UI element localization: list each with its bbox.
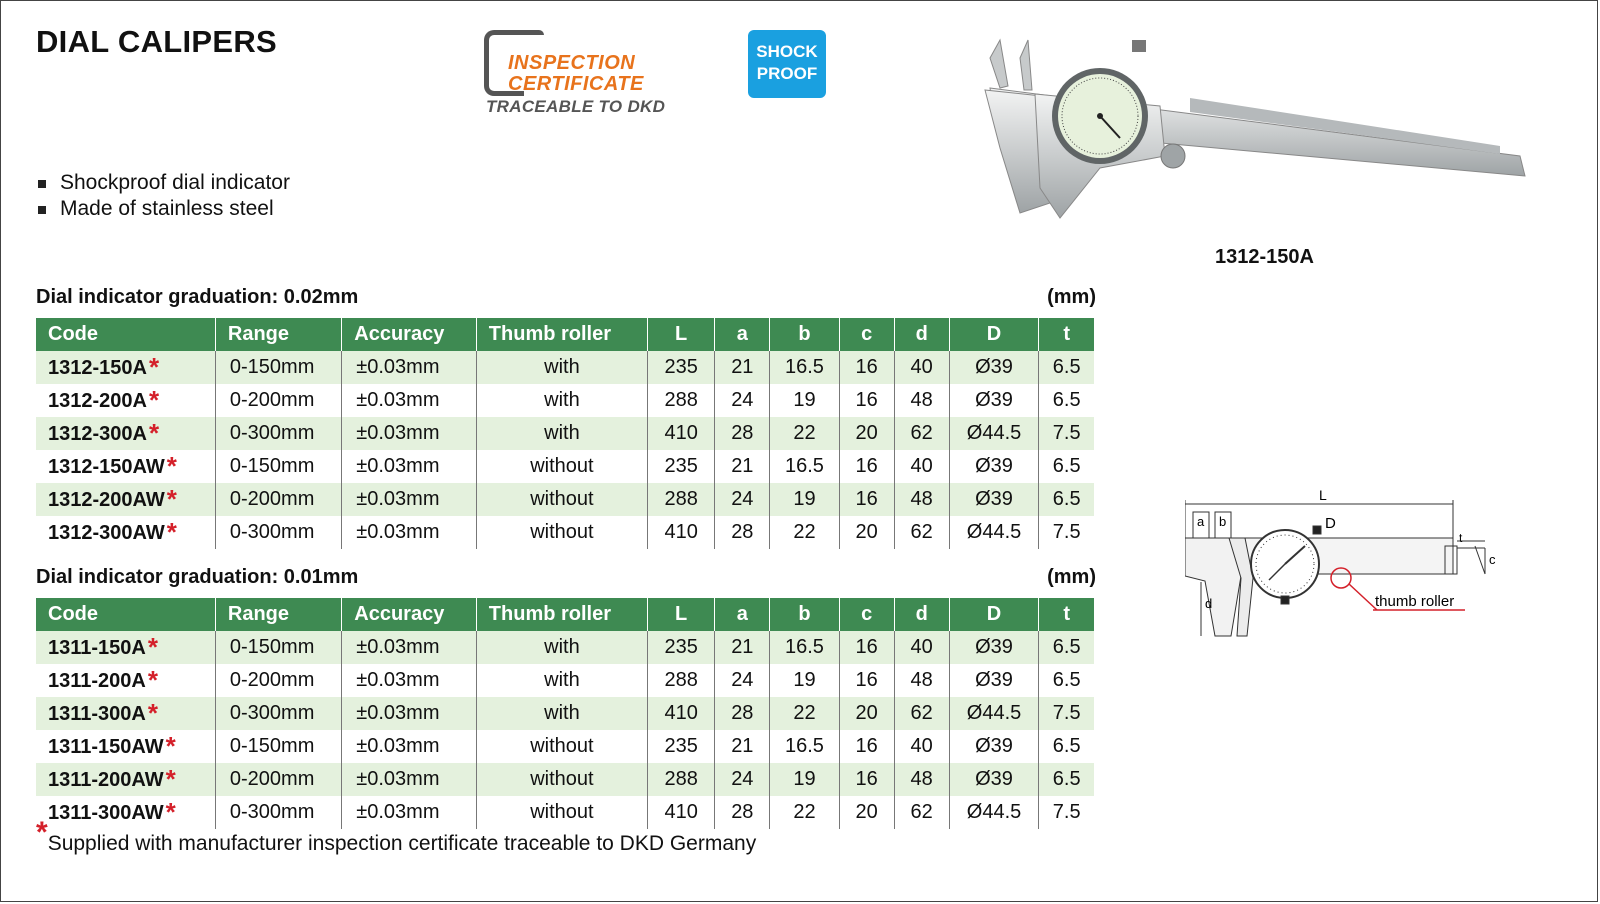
cell-code <box>36 631 215 664</box>
table-row <box>36 450 1094 483</box>
certificate-star-marker: * <box>148 352 160 382</box>
cell-range: 0-300mm <box>215 516 341 549</box>
cell-c: 20 <box>839 417 894 450</box>
cell-d: 62 <box>894 417 949 450</box>
cell-t: 6.5 <box>1039 664 1094 697</box>
cell-d: 62 <box>894 516 949 549</box>
table-row <box>36 730 1094 763</box>
shock-proof-badge <box>748 30 826 98</box>
cell-thumb: without <box>476 450 647 483</box>
caliper-photo <box>960 28 1560 238</box>
cell-accuracy: ±0.03mm <box>342 697 477 730</box>
cell-a: 24 <box>715 384 770 417</box>
cell-a: 24 <box>715 664 770 697</box>
cell-c: 16 <box>839 483 894 516</box>
cell-a: 21 <box>715 730 770 763</box>
cell-thumb: with <box>476 384 647 417</box>
cell-range: 0-300mm <box>215 417 341 450</box>
cell-code <box>36 763 215 796</box>
feature-item: Shockproof dial indicator <box>38 170 290 196</box>
table-row <box>36 763 1094 796</box>
cell-thumb: with <box>476 697 647 730</box>
cell-d-dia: Ø39 <box>949 631 1039 664</box>
cell-accuracy: ±0.03mm <box>342 664 477 697</box>
cell-code <box>36 483 215 516</box>
diagram-label-D: D <box>1325 515 1336 532</box>
cell-accuracy: ±0.03mm <box>342 351 477 384</box>
diagram-label-thumb-roller: thumb roller <box>1375 593 1455 610</box>
photo-caption: 1312-150A <box>1215 246 1314 268</box>
cell-code <box>36 450 215 483</box>
cell-l: 235 <box>648 351 715 384</box>
shock-badge-line-2: PROOF <box>756 64 818 83</box>
cell-a: 24 <box>715 483 770 516</box>
cell-thumb: with <box>476 664 647 697</box>
cell-d: 40 <box>894 351 949 384</box>
cell-thumb: with <box>476 417 647 450</box>
cell-b: 16.5 <box>770 730 839 763</box>
cell-accuracy: ±0.03mm <box>342 631 477 664</box>
cell-d-dia: Ø39 <box>949 483 1039 516</box>
table-row <box>36 483 1094 516</box>
table-row <box>36 664 1094 697</box>
col-header-b: b <box>770 318 839 351</box>
product-code: 1312-200A <box>48 390 147 412</box>
col-header-c: c <box>839 598 894 631</box>
cell-code <box>36 516 215 549</box>
certificate-star-marker: * <box>165 731 176 761</box>
certificate-star-marker: * <box>147 698 158 728</box>
cell-l: 410 <box>648 697 715 730</box>
cell-a: 28 <box>715 417 770 450</box>
cell-code <box>36 384 215 417</box>
col-header-range: Range <box>215 598 341 631</box>
certificate-star-marker: * <box>148 418 160 448</box>
cell-l: 288 <box>648 763 715 796</box>
col-header-d: d <box>894 598 949 631</box>
certificate-line-3: TRACEABLE TO DKD <box>486 97 666 116</box>
cell-range: 0-150mm <box>215 631 341 664</box>
cell-t: 7.5 <box>1039 796 1094 829</box>
feature-item: Made of stainless steel <box>38 196 290 222</box>
table-row <box>36 417 1094 450</box>
certificate-line-2: CERTIFICATE <box>508 73 644 95</box>
cell-code <box>36 697 215 730</box>
cell-b: 22 <box>770 516 839 549</box>
cell-d-dia: Ø44.5 <box>949 697 1039 730</box>
cell-thumb: without <box>476 516 647 549</box>
table-row <box>36 697 1094 730</box>
diagram-label-L: L <box>1319 487 1327 503</box>
cell-thumb: without <box>476 763 647 796</box>
cell-a: 28 <box>715 796 770 829</box>
cell-range: 0-200mm <box>215 664 341 697</box>
cell-b: 16.5 <box>770 631 839 664</box>
cell-range: 0-300mm <box>215 697 341 730</box>
cell-c: 20 <box>839 697 894 730</box>
table-row <box>36 351 1094 384</box>
col-header-accuracy: Accuracy <box>342 318 477 351</box>
cell-l: 235 <box>648 730 715 763</box>
certificate-star-marker: * <box>147 632 158 662</box>
cell-l: 288 <box>648 384 715 417</box>
col-header-D: D <box>949 318 1039 351</box>
cell-d: 62 <box>894 796 949 829</box>
cell-accuracy: ±0.03mm <box>342 730 477 763</box>
cell-d: 40 <box>894 450 949 483</box>
feature-list <box>38 170 290 222</box>
table-row <box>36 516 1094 549</box>
cell-accuracy: ±0.03mm <box>342 796 477 829</box>
unit-label: (mm) <box>1047 286 1096 308</box>
col-header-b: b <box>770 598 839 631</box>
cell-l: 288 <box>648 664 715 697</box>
col-header-code: Code <box>36 598 215 631</box>
col-header-accuracy: Accuracy <box>342 598 477 631</box>
cell-d: 48 <box>894 384 949 417</box>
cell-c: 16 <box>839 384 894 417</box>
cell-d-dia: Ø39 <box>949 384 1039 417</box>
product-code: 1312-150A <box>48 357 147 379</box>
cell-thumb: without <box>476 483 647 516</box>
cell-t: 6.5 <box>1039 450 1094 483</box>
certificate-star-marker: * <box>147 665 158 695</box>
cell-d-dia: Ø44.5 <box>949 796 1039 829</box>
cell-range: 0-300mm <box>215 796 341 829</box>
cell-a: 21 <box>715 351 770 384</box>
cell-b: 19 <box>770 483 839 516</box>
cell-l: 288 <box>648 483 715 516</box>
cell-b: 22 <box>770 796 839 829</box>
cell-code <box>36 664 215 697</box>
shock-badge-line-1: SHOCK <box>756 42 818 61</box>
footnote-text: Supplied with manufacturer inspection certificate traceable to DKD Germany <box>47 832 757 855</box>
product-code: 1312-300A <box>48 423 147 445</box>
certificate-star-marker: * <box>148 385 160 415</box>
unit-label: (mm) <box>1047 566 1096 588</box>
cell-b: 22 <box>770 417 839 450</box>
cell-range: 0-150mm <box>215 730 341 763</box>
certificate-star-marker: * <box>165 764 176 794</box>
table-header-row <box>36 318 1094 351</box>
product-code: 1312-200AW <box>48 489 165 511</box>
col-header-L: L <box>648 598 715 631</box>
spec-table-002 <box>36 318 1094 549</box>
caliper-dimension-diagram <box>1185 486 1525 656</box>
cell-t: 7.5 <box>1039 697 1094 730</box>
certificate-star-marker: * <box>166 517 177 547</box>
certificate-star-marker: * <box>165 797 176 827</box>
cell-d-dia: Ø39 <box>949 351 1039 384</box>
cell-c: 16 <box>839 631 894 664</box>
cell-d: 48 <box>894 664 949 697</box>
cell-c: 20 <box>839 516 894 549</box>
cell-t: 6.5 <box>1039 763 1094 796</box>
cell-thumb: without <box>476 796 647 829</box>
cell-range: 0-200mm <box>215 483 341 516</box>
cell-b: 19 <box>770 763 839 796</box>
col-header-c: c <box>839 318 894 351</box>
product-code: 1311-300A <box>48 703 146 725</box>
cell-l: 235 <box>648 450 715 483</box>
cell-l: 410 <box>648 516 715 549</box>
certificate-star-marker: * <box>166 451 177 481</box>
cell-t: 6.5 <box>1039 483 1094 516</box>
footnote-marker: * <box>36 816 48 849</box>
section-title: Dial indicator graduation: 0.02mm <box>36 286 359 308</box>
cell-a: 24 <box>715 763 770 796</box>
cell-d-dia: Ø39 <box>949 450 1039 483</box>
cell-accuracy: ±0.03mm <box>342 516 477 549</box>
cell-t: 6.5 <box>1039 631 1094 664</box>
inspection-certificate-logo <box>484 30 694 120</box>
cell-b: 22 <box>770 697 839 730</box>
certificate-star-marker: * <box>166 484 177 514</box>
certificate-line-1: INSPECTION <box>508 52 636 74</box>
cell-d: 40 <box>894 631 949 664</box>
col-header-thumb-roller: Thumb roller <box>476 598 647 631</box>
section-heading-001 <box>36 566 1096 589</box>
col-header-a: a <box>715 318 770 351</box>
table-row <box>36 384 1094 417</box>
col-header-L: L <box>648 318 715 351</box>
cell-l: 410 <box>648 417 715 450</box>
cell-range: 0-150mm <box>215 450 341 483</box>
cell-t: 6.5 <box>1039 730 1094 763</box>
cell-a: 28 <box>715 516 770 549</box>
cell-accuracy: ±0.03mm <box>342 417 477 450</box>
cell-t: 6.5 <box>1039 351 1094 384</box>
cell-b: 16.5 <box>770 450 839 483</box>
col-header-t: t <box>1039 598 1094 631</box>
page-title: DIAL CALIPERS <box>36 24 278 59</box>
cell-thumb: with <box>476 351 647 384</box>
cell-accuracy: ±0.03mm <box>342 384 477 417</box>
product-code: 1311-200A <box>48 670 146 692</box>
diagram-label-c: c <box>1489 552 1496 567</box>
certificate-logo-bracket-top <box>504 30 544 35</box>
cell-t: 7.5 <box>1039 417 1094 450</box>
cell-c: 16 <box>839 351 894 384</box>
spec-table-001 <box>36 598 1094 829</box>
cell-d: 40 <box>894 730 949 763</box>
footnote <box>36 816 757 858</box>
cell-d: 62 <box>894 697 949 730</box>
cell-c: 16 <box>839 763 894 796</box>
cell-thumb: without <box>476 730 647 763</box>
table-row <box>36 631 1094 664</box>
cell-b: 19 <box>770 664 839 697</box>
cell-t: 7.5 <box>1039 516 1094 549</box>
cell-d-dia: Ø44.5 <box>949 516 1039 549</box>
cell-range: 0-200mm <box>215 763 341 796</box>
cell-code <box>36 730 215 763</box>
cell-c: 16 <box>839 664 894 697</box>
diagram-label-b: b <box>1219 514 1227 529</box>
product-code: 1311-150AW <box>48 736 164 758</box>
cell-d: 48 <box>894 483 949 516</box>
product-code: 1312-300AW <box>48 522 165 544</box>
col-header-thumb-roller: Thumb roller <box>476 318 647 351</box>
cell-accuracy: ±0.03mm <box>342 763 477 796</box>
cell-a: 21 <box>715 631 770 664</box>
cell-d-dia: Ø39 <box>949 730 1039 763</box>
cell-d-dia: Ø44.5 <box>949 417 1039 450</box>
diagram-label-d: d <box>1205 596 1213 611</box>
cell-c: 16 <box>839 450 894 483</box>
cell-l: 410 <box>648 796 715 829</box>
cell-c: 20 <box>839 796 894 829</box>
section-heading-002 <box>36 286 1096 309</box>
product-code: 1311-150A <box>48 637 146 659</box>
cell-accuracy: ±0.03mm <box>342 450 477 483</box>
col-header-range: Range <box>215 318 341 351</box>
col-header-a: a <box>715 598 770 631</box>
product-code: 1312-150AW <box>48 456 165 478</box>
cell-d: 48 <box>894 763 949 796</box>
diagram-label-a: a <box>1197 514 1205 529</box>
table-header-row <box>36 598 1094 631</box>
cell-range: 0-150mm <box>215 351 341 384</box>
cell-d-dia: Ø39 <box>949 664 1039 697</box>
section-title: Dial indicator graduation: 0.01mm <box>36 566 359 588</box>
cell-code <box>36 351 215 384</box>
cell-thumb: with <box>476 631 647 664</box>
col-header-d: d <box>894 318 949 351</box>
cell-code <box>36 417 215 450</box>
cell-b: 19 <box>770 384 839 417</box>
cell-accuracy: ±0.03mm <box>342 483 477 516</box>
cell-a: 21 <box>715 450 770 483</box>
cell-l: 235 <box>648 631 715 664</box>
cell-c: 16 <box>839 730 894 763</box>
cell-a: 28 <box>715 697 770 730</box>
diagram-label-t: t <box>1459 531 1463 545</box>
cell-range: 0-200mm <box>215 384 341 417</box>
cell-b: 16.5 <box>770 351 839 384</box>
cell-d-dia: Ø39 <box>949 763 1039 796</box>
col-header-D: D <box>949 598 1039 631</box>
col-header-t: t <box>1039 318 1094 351</box>
col-header-code: Code <box>36 318 215 351</box>
cell-t: 6.5 <box>1039 384 1094 417</box>
product-code: 1311-300AW <box>48 802 164 824</box>
product-code: 1311-200AW <box>48 769 164 791</box>
